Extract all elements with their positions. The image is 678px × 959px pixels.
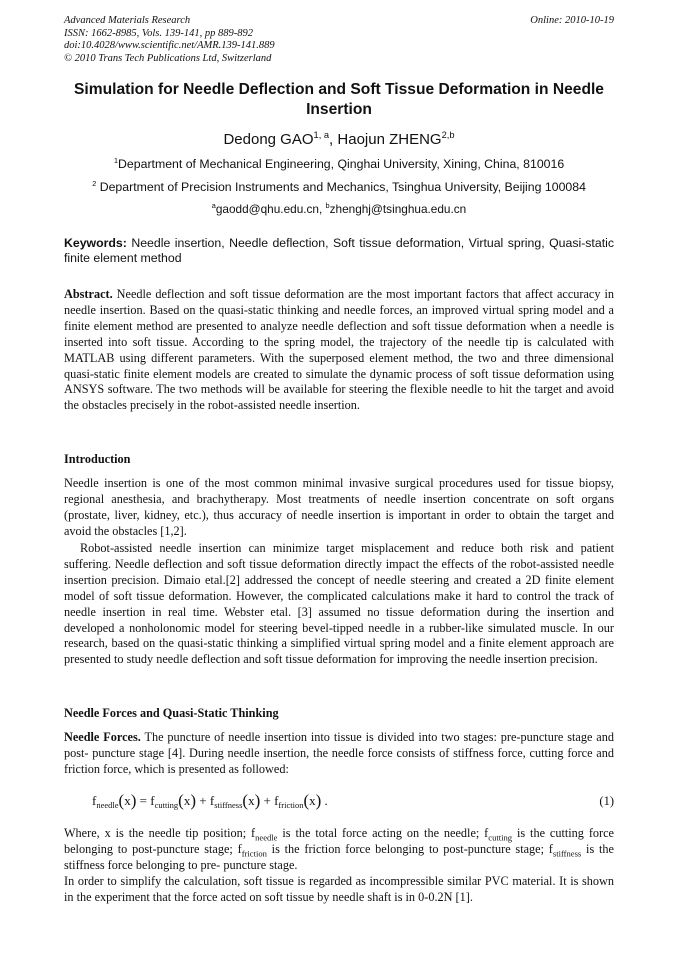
abstract-text: Needle deflection and soft tissue deformation are the most important factors that affect accuracy in needle insertion. Based on the quasi-static thinking and needle forces, an improved virtual spring model and a finite element method are presented to analyze needle deflection and soft tissue deformation when a needle is inserted into soft tissue. According to the spring model, the trajectory of the needle tip is calculated with MATLAB using different parameters. With the superposed element method, the two and three dimensional quasi-static finite element models are created to simulate the dynamic process of soft tissue deformation using ANSYS software. The two methods will be available for steering the flexible needle to hit the target and avoid the obstacles precisely in the robot-assisted needle insertion. — [64, 287, 614, 413]
eq-x-2: x — [183, 793, 191, 808]
eq-rparen-4: ) — [315, 791, 322, 810]
abstract — [64, 287, 614, 414]
eq-equals: = — [136, 793, 151, 808]
where-part-6: In order to simplify the calculation, soft tissue is regarded as incompressible similar PVC material. It is shown in the experiment that the force acted on soft tissue by needle shaft is in 0-0.2N [1]. — [64, 873, 614, 904]
where-sub-needle: needle — [255, 832, 278, 843]
eq-lparen-3: ( — [242, 791, 249, 810]
email-2: zhenghj@tsinghua.edu.cn — [329, 202, 467, 216]
affiliation-2 — [64, 180, 614, 195]
where-part-1: Where, x is the needle tip position; f — [64, 826, 256, 840]
needle-forces-text: The puncture of needle insertion into tissue is divided into two stages: pre-puncture stage and post- puncture stage [4]. During needle insertion, the needle force consists of stiffness force, cutting force and friction force, which is presented as followed: — [64, 730, 614, 776]
affiliation-2-text: Department of Precision Instruments and Mechanics, Tsinghua University, Beijing 100084 — [96, 180, 586, 194]
email-line — [64, 202, 614, 216]
journal-name: Advanced Materials Research — [64, 15, 191, 26]
author-1: Dedong GAO — [223, 131, 314, 148]
eq-plus-2: + — [260, 793, 275, 808]
eq-f-needle: f — [92, 793, 97, 808]
equation-1 — [92, 792, 328, 814]
eq-rparen-1: ) — [130, 791, 137, 810]
eq-sub-needle: needle — [96, 800, 119, 810]
email-1: gaodd@qhu.edu.cn, — [215, 202, 326, 216]
copyright-line: © 2010 Trans Tech Publications Ltd, Switzerland — [64, 52, 272, 64]
needle-forces-lead: Needle Forces. — [64, 730, 141, 744]
eq-rparen-2: ) — [190, 791, 197, 810]
eq-rparen-3: ) — [254, 791, 261, 810]
online-date: Online: 2010-10-19 — [530, 15, 614, 26]
affiliation-1-text: Department of Mechanical Engineering, Qinghai University, Xining, China, 810016 — [118, 157, 565, 171]
eq-f-stiffness: f — [209, 793, 215, 808]
eq-x-3: x — [248, 793, 255, 808]
equation-number: (1) — [599, 794, 614, 808]
where-sub-stiffness: stiffness — [552, 848, 582, 859]
email-1-mark: a — [211, 201, 216, 211]
needle-forces-heading: Needle Forces and Quasi-Static Thinking — [64, 706, 279, 720]
needle-forces-paragraph — [64, 730, 614, 778]
eq-sub-cutting: cutting — [154, 800, 179, 810]
where-part-5: is the stiffness force belonging to pre- puncture stage. — [64, 841, 614, 872]
eq-lparen-1: ( — [118, 791, 125, 810]
where-part-3: is the cutting force belonging to post-puncture stage; f — [64, 826, 614, 856]
introduction-paragraph-2: Robot-assisted needle insertion can minimize target misplacement and reduce both risk and patient suffering. Needle deflection and soft tissue deformation directly impact the effects of the robot-assisted needle insertion precision. Dimaio etal.[2] addressed the concept of needle steering and created a 2D finite element model of soft tissue deformation. However, the complicated calculations make it hard to control the track of needle insertion in real time. Webster etal. [3] assumed no tissue deformation during the insertion and developed a nonholonomic model for steering bevel-tipped needle in a rubber-like simulated muscle. In our research, based on the quasi-static thinking a simplified virtual spring model and a finite element approach are presented to study needle deflection and soft tissue deformation for improving the needle insertion precision. — [64, 541, 614, 667]
introduction-heading: Introduction — [64, 452, 131, 466]
affiliation-1-mark: 1 — [113, 155, 119, 165]
author-2: Haojun ZHENG — [337, 131, 442, 148]
author-1-mark: 1, a — [313, 130, 330, 140]
issn-line: ISSN: 1662-8985, Vols. 139-141, pp 889-892 — [64, 27, 253, 39]
eq-lparen-2: ( — [178, 791, 184, 810]
email-2-mark: b — [325, 201, 330, 211]
author-line — [64, 131, 614, 149]
author-2-mark: 2,b — [441, 130, 455, 140]
paper-title: Simulation for Needle Deflection and Soft Tissue Deformation in Needle Insertion — [74, 81, 604, 118]
eq-sub-friction: friction — [278, 800, 304, 810]
eq-x-4: x — [309, 793, 316, 808]
eq-plus-1: + — [196, 793, 210, 808]
where-sub-friction: friction — [241, 848, 267, 859]
affiliation-1 — [64, 157, 614, 172]
keywords-text: Needle insertion, Needle deflection, Soft tissue deformation, Virtual spring, Quasi-static finite element method — [64, 236, 614, 266]
where-paragraph — [64, 826, 614, 906]
eq-f-friction: f — [274, 793, 279, 808]
eq-x-1: x — [124, 793, 131, 808]
abstract-label: Abstract. — [64, 287, 113, 301]
introduction-paragraph-1: Needle insertion is one of the most common minimal invasive surgical procedures used for tissue biopsy, regional anesthesia, and brachytherapy. Most treatments of needle insertion concentrate on soft organs (prostate, liver, kidney, etc.), thus accuracy of needle insertion is important in order to obtain the target and avoid the obstacles [1,2]. — [64, 476, 614, 538]
doi-line: doi:10.4028/www.scientific.net/AMR.139-141.889 — [64, 40, 275, 51]
where-part-2: is the total force acting on the needle; f — [277, 826, 489, 840]
eq-f-cutting: f — [150, 793, 155, 808]
journal-header — [64, 15, 275, 65]
eq-sub-stiffness: stiffness — [214, 800, 243, 810]
where-sub-cutting: cutting — [488, 832, 513, 843]
affiliation-2-mark: 2 — [92, 178, 97, 188]
keywords-label: Keywords: — [64, 236, 127, 250]
eq-end: . — [321, 793, 328, 808]
eq-lparen-4: ( — [303, 791, 310, 810]
keywords — [64, 236, 614, 267]
author-separator: , — [329, 131, 338, 148]
where-part-4: is the friction force belonging to post-puncture stage; f — [266, 841, 553, 856]
